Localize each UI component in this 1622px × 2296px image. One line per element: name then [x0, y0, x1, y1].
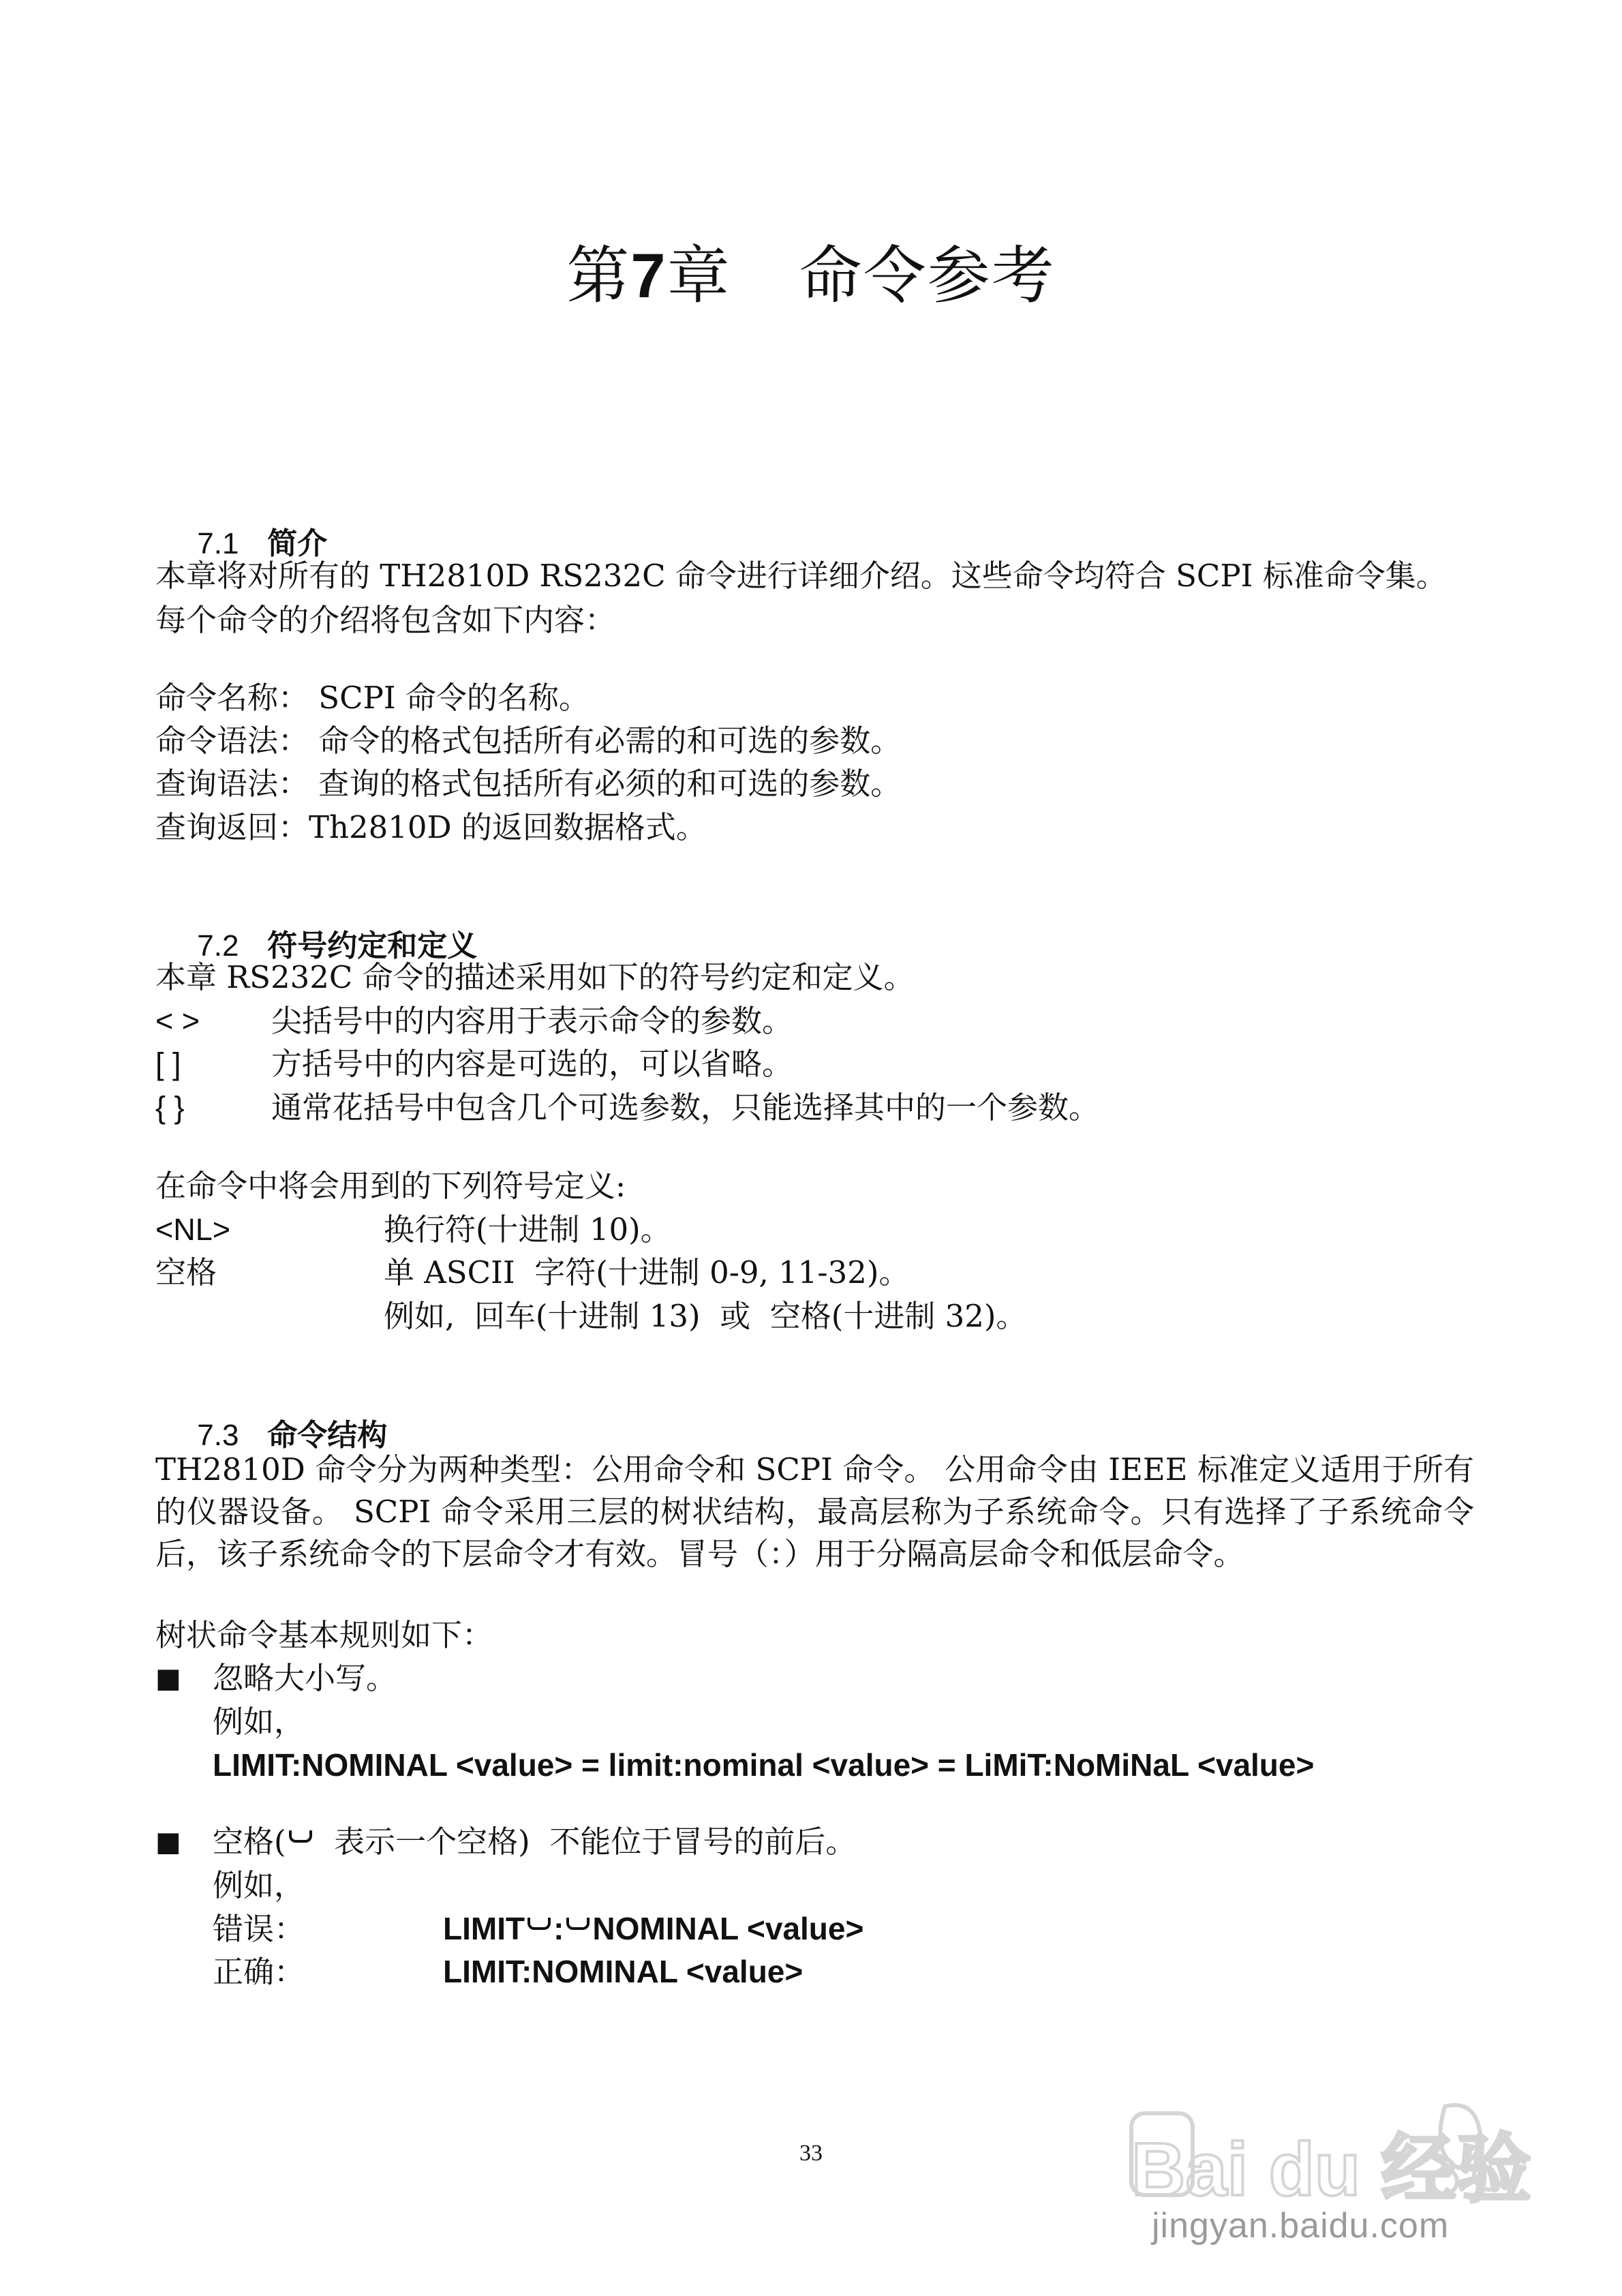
- right-label: 正确：: [213, 1954, 305, 1990]
- page-number: 33: [799, 2141, 823, 2166]
- code-part: LIMIT:NOMINAL <value>: [443, 1954, 804, 1989]
- symbol-desc: 方括号中的内容是可选的，可以省略。: [271, 1046, 793, 1082]
- rule-text-part: 空格(: [213, 1824, 286, 1860]
- definition-term: 空格: [155, 1254, 217, 1290]
- example-label: 例如，: [213, 1867, 305, 1903]
- code-part: NOMINAL <value>: [592, 1911, 864, 1946]
- space-symbol-icon: [566, 1918, 590, 1930]
- chapter-number: 7: [630, 241, 667, 311]
- section-number: 7.3: [197, 1419, 239, 1452]
- section-title: 符号约定和定义: [267, 928, 478, 963]
- wrong-example: [213, 1908, 863, 1950]
- notation-intro: 本章 RS232C 命令的描述采用如下的符号约定和定义。: [155, 959, 915, 995]
- wrong-label: 错误：: [213, 1911, 305, 1947]
- section-title: 命令结构: [267, 1418, 388, 1453]
- definition-desc: 单 ASCII 字符(十进制 0-9, 11-32)。: [384, 1254, 910, 1290]
- intro-line-2: 每个命令的介绍将包含如下内容：: [155, 602, 616, 638]
- content-item: 命令语法： 命令的格式包括所有必需的和可选的参数。: [155, 723, 902, 759]
- chapter-title: [0, 235, 1622, 317]
- watermark-logo-text: Bai du 经验: [1131, 2128, 1531, 2211]
- definition-desc: 例如, 回车(十进制 13) 或 空格(十进制 32)。: [384, 1298, 1027, 1334]
- section-number: 7.1: [197, 527, 239, 560]
- structure-paragraph: TH2810D 命令分为两种类型：公用命令和 SCPI 命令。 公用命令由 IEEE 标准定义适用于所有的仪器设备。 SCPI 命令采用三层的树状结构，最高层称为子系统命令。只有选择了子系统命令后，该子系统命令的下层命令才有效。冒号（：）用于分隔高层命令和低层命令。: [155, 1451, 1474, 1572]
- definitions-intro: 在命令中将会用到的下列符号定义:: [155, 1168, 626, 1204]
- code-part: :: [553, 1911, 564, 1946]
- definition-term: <NL>: [155, 1212, 231, 1247]
- definition-row: [155, 1209, 671, 1250]
- symbol-row: [155, 1087, 1099, 1128]
- chapter-suffix: 章: [667, 239, 731, 312]
- code-part: LIMIT: [443, 1911, 525, 1946]
- bullet-square: ■: [155, 1663, 181, 1694]
- symbol: [ ]: [155, 1046, 181, 1081]
- chapter-name: 命令参考: [799, 239, 1056, 312]
- bullet-square: ■: [155, 1826, 181, 1858]
- definition-desc: 换行符(十进制 10)。: [384, 1211, 671, 1248]
- code-example: LIMIT:NOMINAL <value> = limit:nominal <value> = LiMiT:NoMiNaL <value>: [213, 1747, 1315, 1783]
- definition-row: [155, 1252, 909, 1293]
- symbol-desc: 通常花括号中包含几个可选参数，只能选择其中的一个参数。: [271, 1089, 1100, 1126]
- rule-text-part: 表示一个空格) 不能位于冒号的前后。: [314, 1824, 857, 1860]
- right-example: [213, 1951, 803, 1993]
- space-symbol-icon: [289, 1830, 312, 1843]
- watermark-url: jingyan.baidu.com: [1152, 2206, 1450, 2246]
- rules-intro: 树状命令基本规则如下：: [155, 1617, 493, 1653]
- symbol: < >: [155, 1003, 200, 1038]
- example-label: 例如，: [213, 1704, 305, 1740]
- section-number: 7.2: [197, 929, 239, 963]
- space-symbol-icon: [527, 1918, 551, 1930]
- content-item: 命令名称： SCPI 命令的名称。: [155, 680, 590, 716]
- symbol-row: [155, 1001, 793, 1042]
- content-item: 查询返回：Th2810D 的返回数据格式。: [155, 809, 707, 845]
- rule-text: 忽略大小写。: [213, 1660, 397, 1696]
- symbol-desc: 尖括号中的内容用于表示命令的参数。: [271, 1003, 793, 1039]
- rule-text: [213, 1822, 856, 1862]
- intro-line-1: 本章将对所有的 TH2810D RS232C 命令进行详细介绍。这些命令均符合 SCPI 标准命令集。: [155, 558, 1447, 594]
- symbol: { }: [155, 1090, 185, 1125]
- definition-row: [155, 1296, 1027, 1337]
- symbol-row: [155, 1044, 793, 1085]
- section-title: 简介: [267, 526, 328, 561]
- chapter-prefix: 第: [566, 239, 631, 312]
- content-item: 查询语法： 查询的格式包括所有必须的和可选的参数。: [155, 766, 902, 802]
